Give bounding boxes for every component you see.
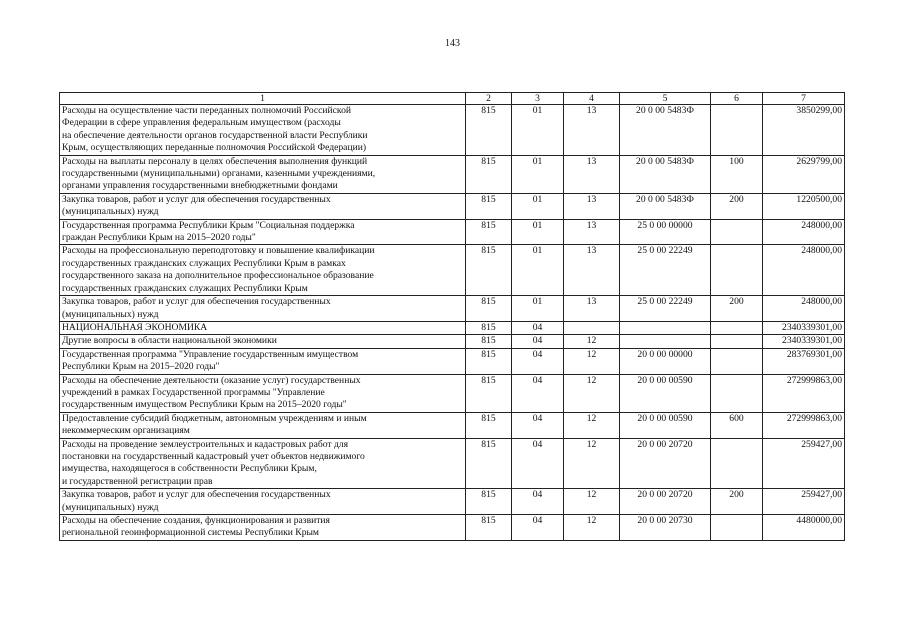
ministry-code: 815 [466,105,512,156]
expense-description: Расходы на обеспечение деятельности (оказание услуг) государственных учреждений в рамках Государственной программы "Управление государственным имуществом Республики Крым на 2015–2020 годы" [60,374,466,412]
subsection-code: 13 [564,155,620,193]
section-code: 01 [512,296,564,322]
target-article-code: 25 0 00 00000 [620,219,711,245]
target-article-code: 20 0 00 5483Ф [620,193,711,219]
expense-description: Другие вопросы в области национальной экономики [60,335,466,348]
amount-cell: 272999863,00 [763,374,845,412]
expense-type-code: 100 [711,155,763,193]
table-row [60,245,845,296]
expense-description: Расходы на обеспечение создания, функционирования и развития региональной геоинформационной системы Республики Крым [60,515,466,541]
target-article-code: 20 0 00 20720 [620,489,711,515]
section-code: 01 [512,155,564,193]
amount-cell: 3850299,00 [763,105,845,156]
header-cell: 3 [512,93,564,105]
table-row [60,412,845,438]
amount-cell: 259427,00 [763,489,845,515]
target-article-code [620,335,711,348]
section-code: 04 [512,321,564,334]
table-row [60,335,845,348]
target-article-code: 20 0 00 20720 [620,438,711,489]
subsection-code: 12 [564,348,620,374]
ministry-code: 815 [466,321,512,334]
subsection-code: 13 [564,105,620,156]
subsection-code: 13 [564,296,620,322]
header-cell: 6 [711,93,763,105]
section-code: 01 [512,105,564,156]
table-row [60,155,845,193]
expense-type-code: 600 [711,412,763,438]
ministry-code: 815 [466,296,512,322]
expense-type-code [711,348,763,374]
expense-description: Расходы на профессиональную переподготовку и повышение квалификации государственных гражданских служащих Республики Крым в рамках государственного заказа на дополнительное профессиональное образование государственных гражданских служащих Республики Крым [60,245,466,296]
table-row [60,438,845,489]
target-article-code: 20 0 00 5483Ф [620,155,711,193]
expense-type-code [711,335,763,348]
section-code: 04 [512,374,564,412]
amount-cell: 248000,00 [763,245,845,296]
section-code: 01 [512,219,564,245]
target-article-code: 20 0 00 00590 [620,374,711,412]
expense-type-code [711,321,763,334]
ministry-code: 815 [466,374,512,412]
table-row [60,105,845,156]
ministry-code: 815 [466,245,512,296]
target-article-code: 20 0 00 00000 [620,348,711,374]
section-code: 04 [512,348,564,374]
target-article-code: 25 0 00 22249 [620,296,711,322]
amount-cell: 2629799,00 [763,155,845,193]
amount-cell: 248000,00 [763,219,845,245]
table-row [60,489,845,515]
section-code: 04 [512,412,564,438]
budget-table [59,92,845,541]
header-cell: 7 [763,93,845,105]
table-row [60,348,845,374]
amount-cell: 259427,00 [763,438,845,489]
subsection-code: 12 [564,374,620,412]
subsection-code: 12 [564,438,620,489]
ministry-code: 815 [466,219,512,245]
expense-type-code: 200 [711,193,763,219]
amount-cell: 2340339301,00 [763,335,845,348]
target-article-code: 20 0 00 5483Ф [620,105,711,156]
expense-type-code: 200 [711,489,763,515]
page-number: 143 [445,38,460,49]
subsection-code: 12 [564,412,620,438]
expense-type-code [711,515,763,541]
expense-description: Расходы на осуществление части переданных полномочий Российской Федерации в сфере управления федеральным имуществом (расходы на обеспечение деятельности органов государственной власти Республики Крым, осуществляющих переданные полномочия Российской Федерации) [60,105,466,156]
table-row [60,374,845,412]
amount-cell: 248000,00 [763,296,845,322]
section-code: 01 [512,193,564,219]
ministry-code: 815 [466,335,512,348]
section-code: 04 [512,489,564,515]
amount-cell: 4480000,00 [763,515,845,541]
table-row [60,321,845,334]
target-article-code: 25 0 00 22249 [620,245,711,296]
expense-type-code [711,105,763,156]
expense-description: Предоставление субсидий бюджетным, автономным учреждениям и иным некоммерческим организациям [60,412,466,438]
subsection-code: 12 [564,489,620,515]
expense-type-code [711,245,763,296]
section-code: 04 [512,515,564,541]
section-code: 01 [512,245,564,296]
subsection-code [564,321,620,334]
expense-description: Расходы на проведение землеустроительных и кадастровых работ для постановки на государственный кадастровый учет объектов недвижимого имущества, находящегося в собственности Республики Крым, и государственной регистрации прав [60,438,466,489]
expense-description: Государственная программа "Управление государственным имуществом Республики Крым на 2015–2020 годы" [60,348,466,374]
target-article-code: 20 0 00 00590 [620,412,711,438]
subsection-code: 13 [564,219,620,245]
subsection-code: 12 [564,335,620,348]
table-row [60,193,845,219]
table-row [60,219,845,245]
subsection-code: 13 [564,245,620,296]
header-cell: 2 [466,93,512,105]
header-cell: 5 [620,93,711,105]
ministry-code: 815 [466,515,512,541]
table-row [60,296,845,322]
table-row [60,515,845,541]
ministry-code: 815 [466,193,512,219]
ministry-code: 815 [466,348,512,374]
ministry-code: 815 [466,155,512,193]
expense-type-code: 200 [711,296,763,322]
header-row [60,93,845,105]
target-article-code: 20 0 00 20730 [620,515,711,541]
amount-cell: 1220500,00 [763,193,845,219]
amount-cell: 272999863,00 [763,412,845,438]
expense-description: Закупка товаров, работ и услуг для обеспечения государственных (муниципальных) нужд [60,489,466,515]
expense-type-code [711,374,763,412]
expense-description: Закупка товаров, работ и услуг для обеспечения государственных (муниципальных) нужд [60,193,466,219]
header-cell: 4 [564,93,620,105]
expense-description: Государственная программа Республики Крым "Социальная поддержка граждан Республики Крым на 2015–2020 годы" [60,219,466,245]
expense-description: Расходы на выплаты персоналу в целях обеспечения выполнения функций государственными (муниципальными) органами, казенными учреждениями, органами управления государственными внебюджетными фондами [60,155,466,193]
ministry-code: 815 [466,438,512,489]
section-code: 04 [512,438,564,489]
subsection-code: 13 [564,193,620,219]
expense-type-code [711,219,763,245]
expense-description: Закупка товаров, работ и услуг для обеспечения государственных (муниципальных) нужд [60,296,466,322]
header-cell: 1 [60,93,466,105]
ministry-code: 815 [466,412,512,438]
subsection-code: 12 [564,515,620,541]
amount-cell: 2340339301,00 [763,321,845,334]
amount-cell: 283769301,00 [763,348,845,374]
target-article-code [620,321,711,334]
expense-type-code [711,438,763,489]
expense-description: НАЦИОНАЛЬНАЯ ЭКОНОМИКА [60,321,466,334]
section-code: 04 [512,335,564,348]
ministry-code: 815 [466,489,512,515]
